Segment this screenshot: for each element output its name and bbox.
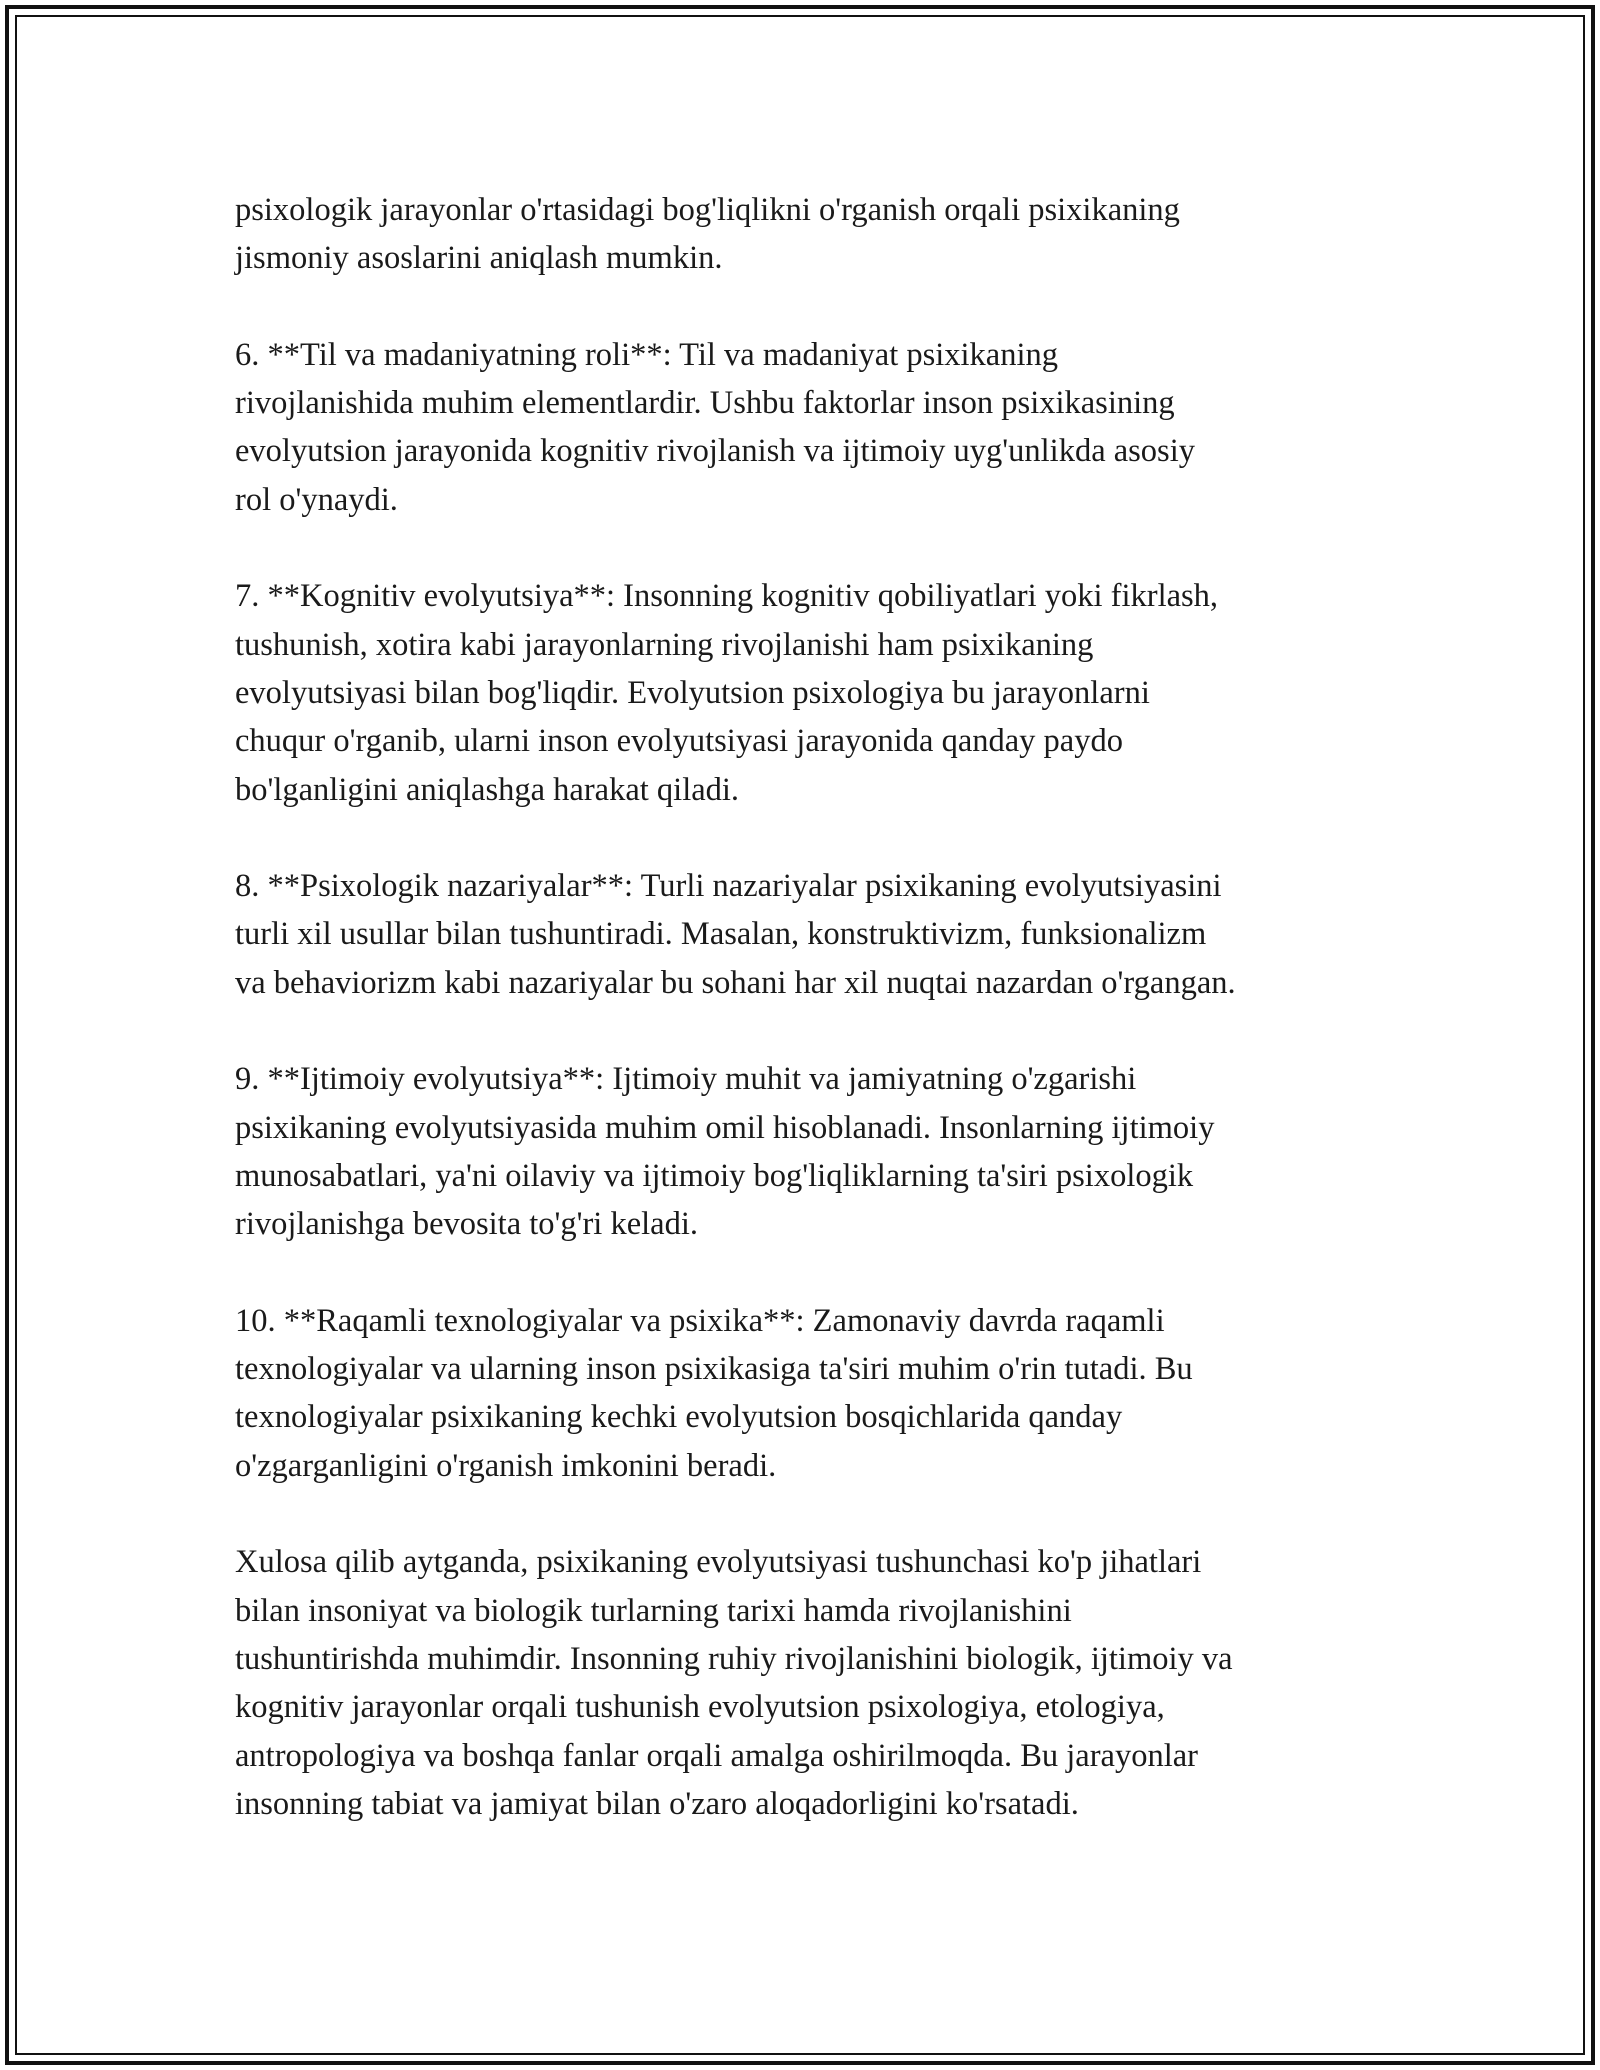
paragraph-item-6 — [235, 331, 1375, 524]
paragraph-item-8 — [235, 862, 1375, 1007]
text-line: chuqur o'rganib, ularni inson evolyutsiyasi jarayonida qanday paydo — [235, 723, 1123, 760]
paragraph-item-7 — [235, 572, 1375, 813]
text-line: tushunish, xotira kabi jarayonlarning rivojlanishi ham psixikaning — [235, 626, 1094, 663]
paragraph-conclusion — [235, 1538, 1375, 1828]
text-line: turli xil usullar bilan tushuntiradi. Masalan, konstruktivizm, funksionalizm — [235, 916, 1207, 953]
text-line: rol o'ynaydi. — [235, 481, 398, 518]
text-line: texnologiyalar psixikaning kechki evolyutsion bosqichlarida qanday — [235, 1399, 1123, 1436]
text-line: jismoniy asoslarini aniqlash mumkin. — [235, 240, 723, 277]
text-line: rivojlanishida muhim elementlardir. Ushbu faktorlar inson psixikasining — [235, 385, 1175, 422]
text-line: bilan insoniyat va biologik turlarning tarixi hamda rivojlanishini — [235, 1592, 1072, 1629]
text-line: antropologiya va boshqa fanlar orqali amalga oshirilmoqda. Bu jarayonlar — [235, 1737, 1198, 1774]
document-body — [235, 186, 1375, 1876]
paragraph-item-10 — [235, 1297, 1375, 1490]
text-line: munosabatlari, ya'ni oilaviy va ijtimoiy bog'liqliklarning ta'siri psixologik — [235, 1157, 1194, 1194]
text-line: insonning tabiat va jamiyat bilan o'zaro aloqadorligini ko'rsatadi. — [235, 1785, 1079, 1822]
text-line: 8. **Psixologik nazariyalar**: Turli nazariyalar psixikaning evolyutsiyasini — [235, 868, 1222, 905]
text-line: psixikaning evolyutsiyasida muhim omil hisoblanadi. Insonlarning ijtimoiy — [235, 1109, 1215, 1146]
text-line: va behaviorizm kabi nazariyalar bu sohani har xil nuqtai nazardan o'rgangan. — [235, 964, 1236, 1001]
text-line: rivojlanishga bevosita to'g'ri keladi. — [235, 1206, 698, 1243]
text-line: kognitiv jarayonlar orqali tushunish evolyutsion psixologiya, etologiya, — [235, 1689, 1165, 1726]
text-line: o'zgarganligini o'rganish imkonini beradi. — [235, 1447, 777, 1484]
text-line: evolyutsion jarayonida kognitiv rivojlanish va ijtimoiy uyg'unlikda asosiy — [235, 433, 1195, 470]
paragraph-continuation — [235, 186, 1375, 283]
text-line: evolyutsiyasi bilan bog'liqdir. Evolyutsion psixologiya bu jarayonlarni — [235, 674, 1150, 711]
text-line: 9. **Ijtimoiy evolyutsiya**: Ijtimoiy muhit va jamiyatning o'zgarishi — [235, 1061, 1137, 1098]
text-line: 7. **Kognitiv evolyutsiya**: Insonning kognitiv qobiliyatlari yoki fikrlash, — [235, 578, 1219, 615]
text-line: psixologik jarayonlar o'rtasidagi bog'liqlikni o'rganish orqali psixikaning — [235, 192, 1180, 228]
text-line: Xulosa qilib aytganda, psixikaning evolyutsiyasi tushunchasi ko'p jihatlari — [235, 1544, 1202, 1581]
text-line: 10. **Raqamli texnologiyalar va psixika**: Zamonaviy davrda raqamli — [235, 1302, 1165, 1339]
text-line: bo'lganligini aniqlashga harakat qiladi. — [235, 771, 740, 808]
text-line: 6. **Til va madaniyatning roli**: Til va madaniyat psixikaning — [235, 336, 1059, 373]
paragraph-item-9 — [235, 1055, 1375, 1248]
text-line: tushuntirishda muhimdir. Insonning ruhiy rivojlanishini biologik, ijtimoiy va — [235, 1640, 1233, 1677]
text-line: texnologiyalar va ularning inson psixikasiga ta'siri muhim o'rin tutadi. Bu — [235, 1351, 1193, 1388]
